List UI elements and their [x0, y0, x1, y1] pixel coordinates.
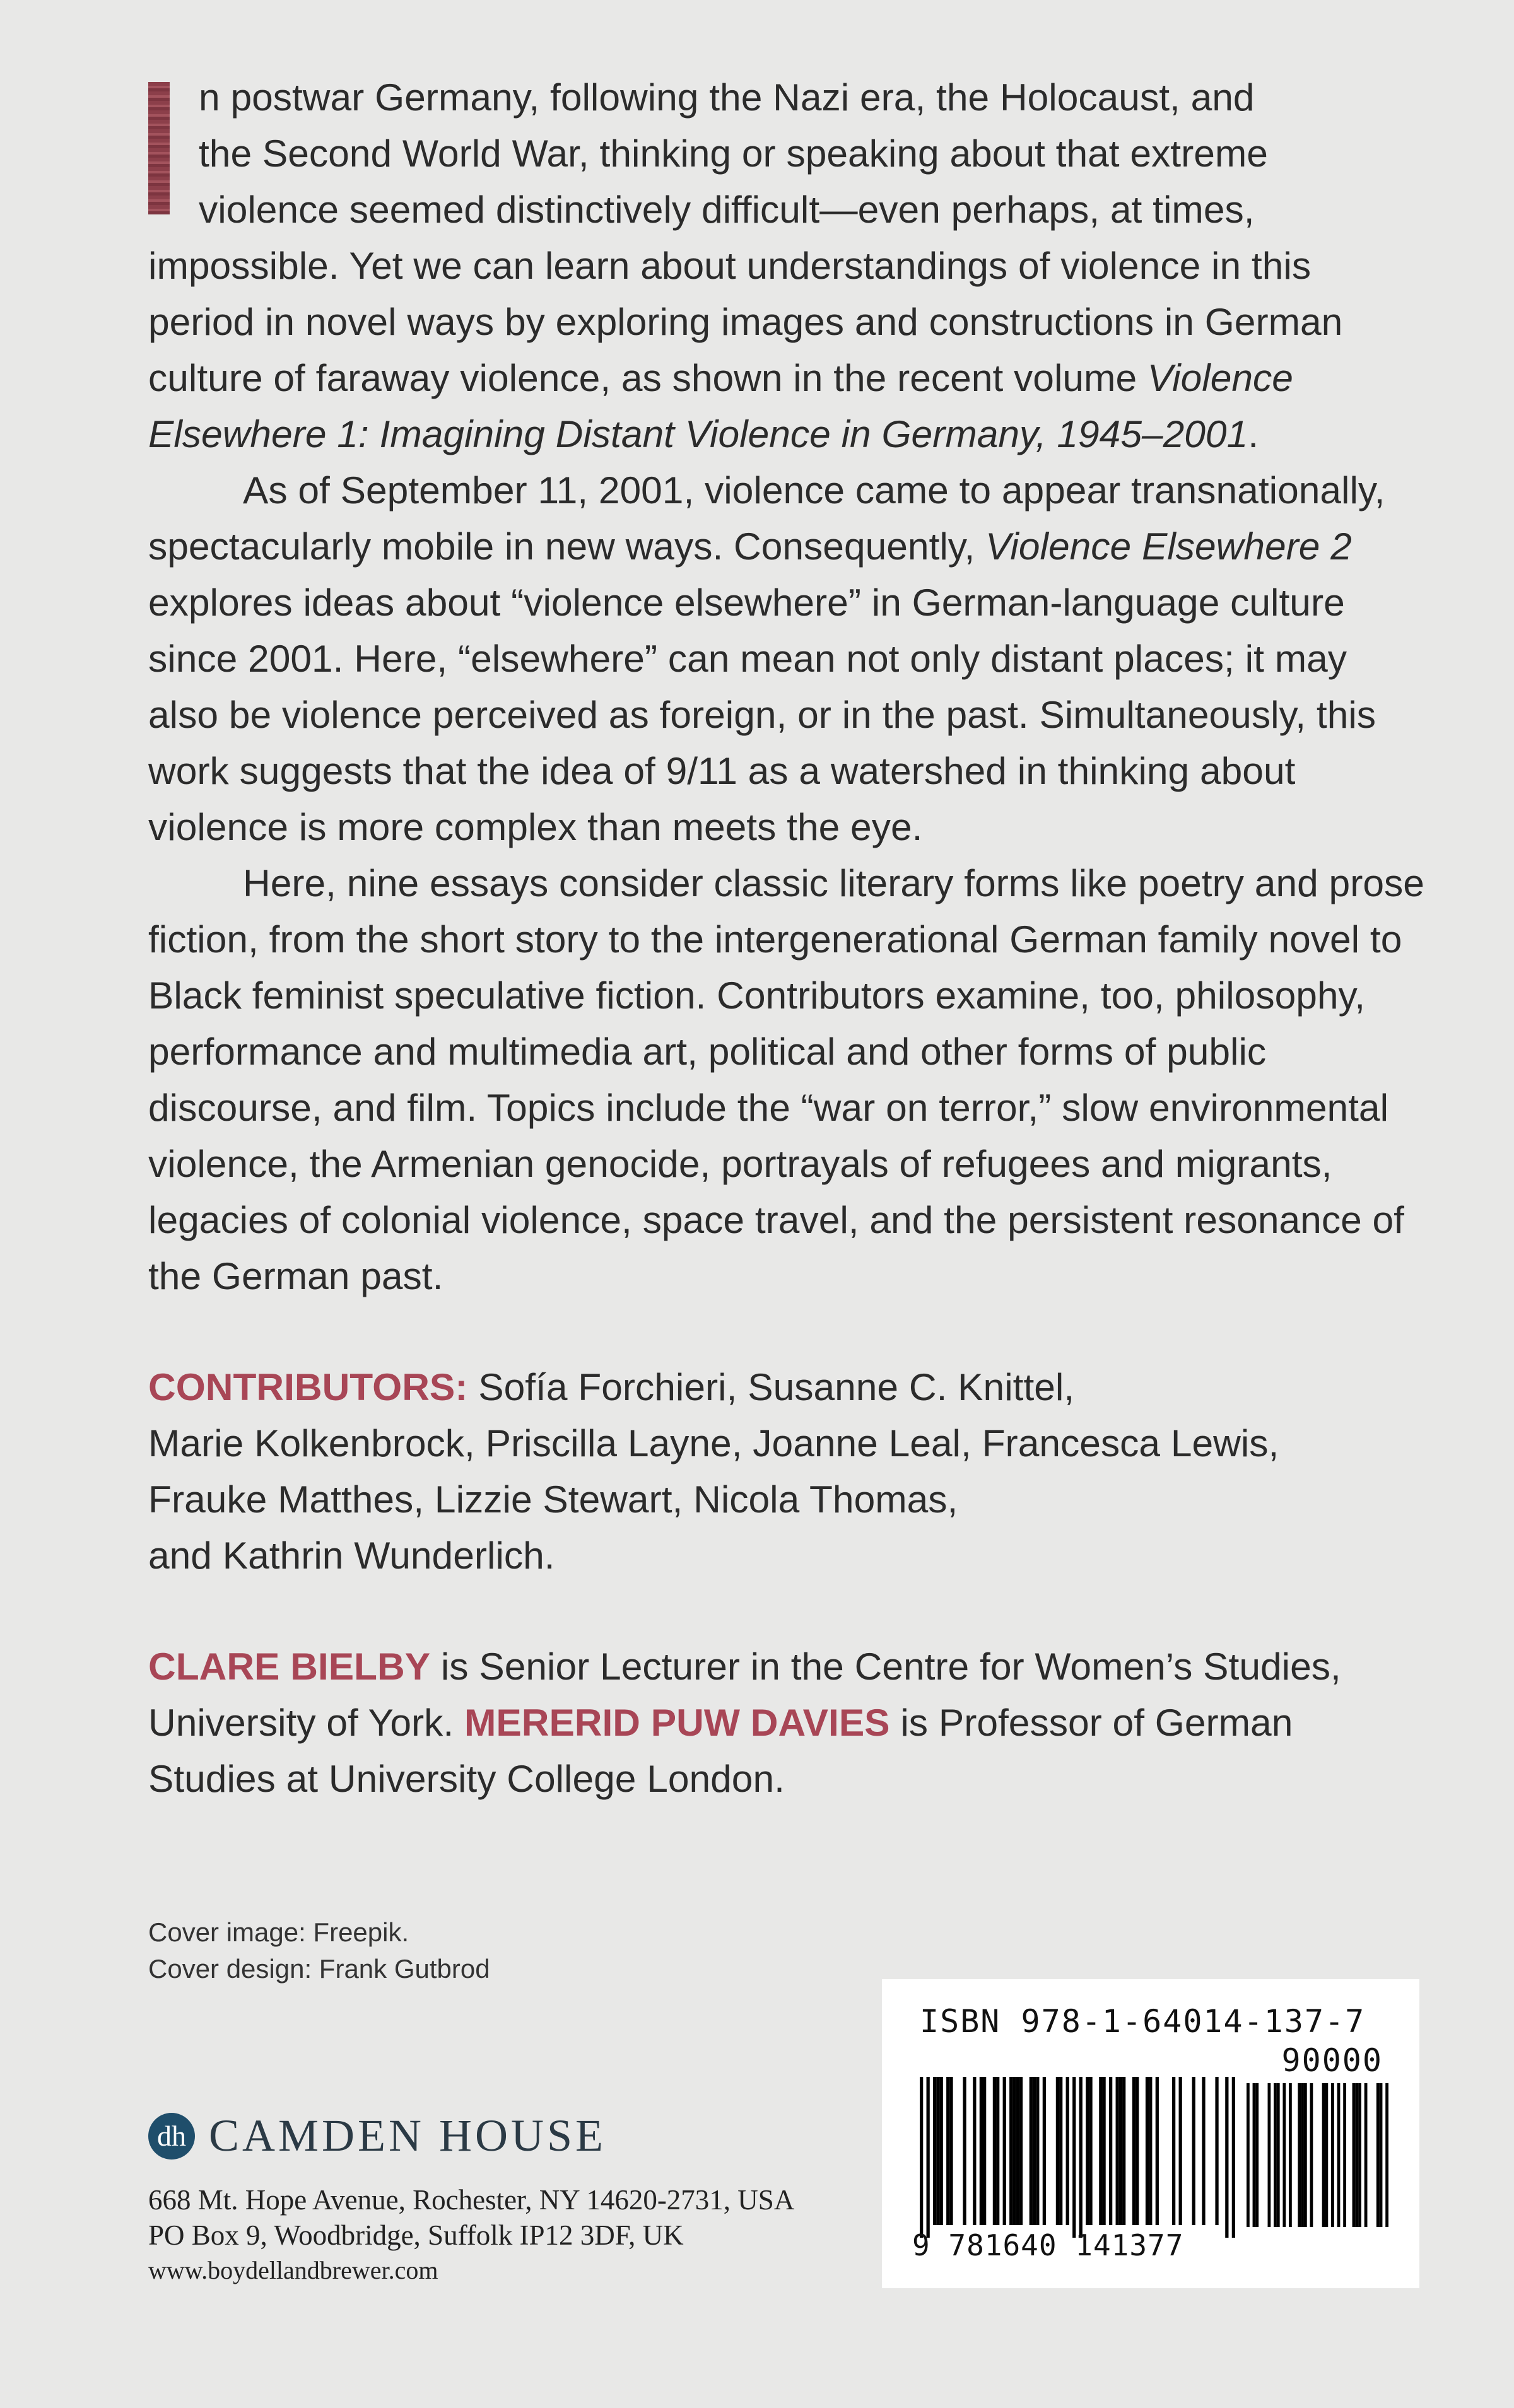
barcode-bar [1268, 2083, 1271, 2227]
editors-bio: CLARE BIELBY is Senior Lecturer in the Centre for Women’s Studies, University of York. MERERID PUW DAVIES is Professor of German Studies at University College London. [148, 1645, 1341, 1800]
cover-design-credit: Cover design: Frank Gutbrod [148, 1954, 490, 1984]
volume-2-title: Violence Elsewhere 2 [985, 525, 1352, 568]
barcode-bar [1012, 2077, 1016, 2225]
barcode-bar [1102, 2077, 1105, 2225]
barcode-bar [1146, 2077, 1149, 2225]
barcode-bar [1116, 2077, 1119, 2225]
addon-barcode [1247, 2083, 1388, 2227]
barcode-bar [1255, 2083, 1259, 2227]
publisher-website: www.boydellandbrewer.com [148, 2256, 438, 2284]
barcode-bar [1385, 2083, 1388, 2227]
barcode-bar [1353, 2083, 1356, 2227]
barcode-bar [927, 2077, 930, 2238]
barcode-bar [1036, 2077, 1039, 2225]
barcode-bar [1322, 2083, 1325, 2227]
publisher-logo-row [148, 2110, 606, 2162]
barcode-bar [1099, 2077, 1102, 2225]
paragraph-1 [148, 69, 1426, 238]
barcode-bar [936, 2077, 939, 2225]
barcode-digits [912, 2228, 1183, 2262]
paragraph-1-line-1: n postwar Germany, following the Nazi era, the Holocaust, and [199, 76, 1255, 119]
barcode-bar [973, 2077, 976, 2225]
barcode-bar [1132, 2077, 1136, 2225]
barcode-bar [1059, 2077, 1062, 2225]
barcode-right-group: 141377 [1075, 2228, 1184, 2262]
barcode-bar [1247, 2083, 1250, 2227]
barcode-bar [1215, 2077, 1218, 2225]
barcode-bar [940, 2077, 943, 2225]
camden-house-logo-icon: dh [148, 2113, 195, 2160]
isbn-label: ISBN 978-1-64014-137-7 [920, 2003, 1366, 2040]
barcode-bar [1253, 2083, 1256, 2227]
barcode-bar [1033, 2077, 1036, 2225]
barcode-bar [1325, 2083, 1328, 2227]
publisher-addresses [148, 2182, 794, 2288]
address-usa: 668 Mt. Hope Avenue, Rochester, NY 14620-2731, USA [148, 2184, 795, 2216]
barcode-bar [1225, 2077, 1228, 2238]
blurb [148, 69, 1426, 1304]
editor-name-2: MERERID PUW DAVIES [464, 1701, 890, 1744]
contributors: CONTRIBUTORS: Sofía Forchieri, Susanne C. Knittel, Marie Kolkenbrock, Priscilla Layne, Joanne Leal, Francesca Lewis, Frauke Matthes, Lizzie Stewart, Nicola Thomas, and Kathrin Wunderlich. [148, 1365, 1279, 1577]
barcode-bar [1376, 2083, 1380, 2227]
barcode-bar [1274, 2083, 1277, 2227]
barcode-bar [1003, 2077, 1006, 2225]
barcode-bar [1009, 2077, 1012, 2225]
barcode-bar [963, 2077, 966, 2225]
barcode-bar [1109, 2077, 1112, 2225]
barcode-bar [1304, 2083, 1307, 2227]
barcode-bar [1355, 2083, 1358, 2227]
barcode-bar [933, 2077, 936, 2225]
paragraph-2: As of September 11, 2001, violence came to appear transnationally, spectacularly mobile in new ways. Consequently, Violence Elsewhere 2 explores ideas about “violence elsewhere” in German-language culture since 2001. Here, “elsewhere” can mean not only distant places; it may also be violence perceived as foreign, or in the past. Simultaneously, this work suggests that the idea of 9/11 as a watershed in thinking about violence is more complex than meets the eye. [148, 469, 1385, 848]
paragraph-1-line-2: the Second World War, thinking or speaking about that extreme [199, 132, 1268, 175]
barcode-lead-digit: 9 [912, 2228, 930, 2262]
barcode-bar [1086, 2077, 1089, 2225]
barcode-bar [996, 2077, 999, 2225]
paragraph-1-line-3: violence seemed distinctively difficult—even perhaps, at times, [199, 188, 1255, 231]
barcode-bar [1380, 2083, 1383, 2227]
barcode-bar [1056, 2077, 1059, 2225]
barcode-bar [1156, 2077, 1159, 2225]
barcode-panel [882, 1979, 1419, 2288]
barcode-bar [993, 2077, 996, 2225]
barcode-bar [1343, 2083, 1346, 2227]
editor-name-1: CLARE BIELBY [148, 1645, 431, 1688]
barcode-bar [1192, 2077, 1195, 2225]
barcode-bar [1149, 2077, 1152, 2225]
barcode-bar [1016, 2077, 1019, 2225]
barcode-bar [1179, 2077, 1182, 2225]
paragraph-3: Here, nine essays consider classic literary forms like poetry and prose fiction, from the short story to the intergenerational German family novel to Black feminist speculative fiction. Contributors examine, too, philosophy, performance and multimedia art, political and other forms of public discourse, and film. Topics include the “war on terror,” slow environmental violence, the Armenian genocide, portrayals of refugees and migrants, legacies of colonial violence, space travel, and the persistent resonance of the German past. [148, 862, 1424, 1297]
barcode-bar [1089, 2077, 1092, 2225]
barcode-bar [1072, 2077, 1076, 2238]
barcode-bar [1310, 2083, 1313, 2227]
barcode-bar [983, 2077, 986, 2225]
barcode-left-group: 781640 [948, 2228, 1057, 2262]
barcode-bar [1202, 2077, 1205, 2225]
barcode-bar [1282, 2083, 1286, 2227]
publisher-name: CAMDEN HOUSE [209, 2110, 607, 2161]
barcode-bar [1331, 2083, 1334, 2227]
ean13-barcode [920, 2077, 1235, 2238]
barcode-bar [1136, 2077, 1139, 2225]
barcode-bar [1289, 2083, 1292, 2227]
barcode-bar [1066, 2077, 1069, 2225]
address-uk: PO Box 9, Woodbridge, Suffolk IP12 3DF, UK [148, 2219, 684, 2251]
barcode-bar [1337, 2083, 1341, 2227]
barcode-bar [1019, 2077, 1023, 2225]
barcode-bar [949, 2077, 953, 2225]
barcode-bar [1122, 2077, 1125, 2225]
cover-credits [148, 1914, 490, 1987]
barcode-bar [1301, 2083, 1304, 2227]
cover-image-credit: Cover image: Freepik. [148, 1917, 409, 1947]
barcode-bar [1030, 2077, 1033, 2225]
barcode-bar [1119, 2077, 1122, 2225]
barcode-bar [1043, 2077, 1046, 2225]
barcode-bar [1277, 2083, 1280, 2227]
barcode-bar [1364, 2083, 1368, 2227]
barcode-bar [920, 2077, 923, 2238]
barcode-bar [1079, 2077, 1083, 2238]
volume-1-title: Violence Elsewhere 1: Imagining Distant Violence in Germany, 1945–2001 [148, 356, 1293, 455]
barcode-bar [1232, 2077, 1235, 2238]
barcode-bar [946, 2077, 949, 2225]
price-code: 90000 [1281, 2042, 1383, 2079]
drop-cap [148, 82, 170, 214]
barcode-bar [1298, 2083, 1301, 2227]
barcode-bar [1358, 2083, 1361, 2227]
contributors-label: CONTRIBUTORS: [148, 1365, 468, 1408]
paragraph-1-rest: impossible. Yet we can learn about understandings of violence in this period in novel ways by exploring images and constructions in German culture of faraway violence, as shown in the recent volume Violence Elsewhere 1: Imagining Distant Violence in Germany, 1945–2001. [148, 244, 1343, 455]
barcode-bar [1172, 2077, 1175, 2225]
barcode-bar [980, 2077, 983, 2225]
